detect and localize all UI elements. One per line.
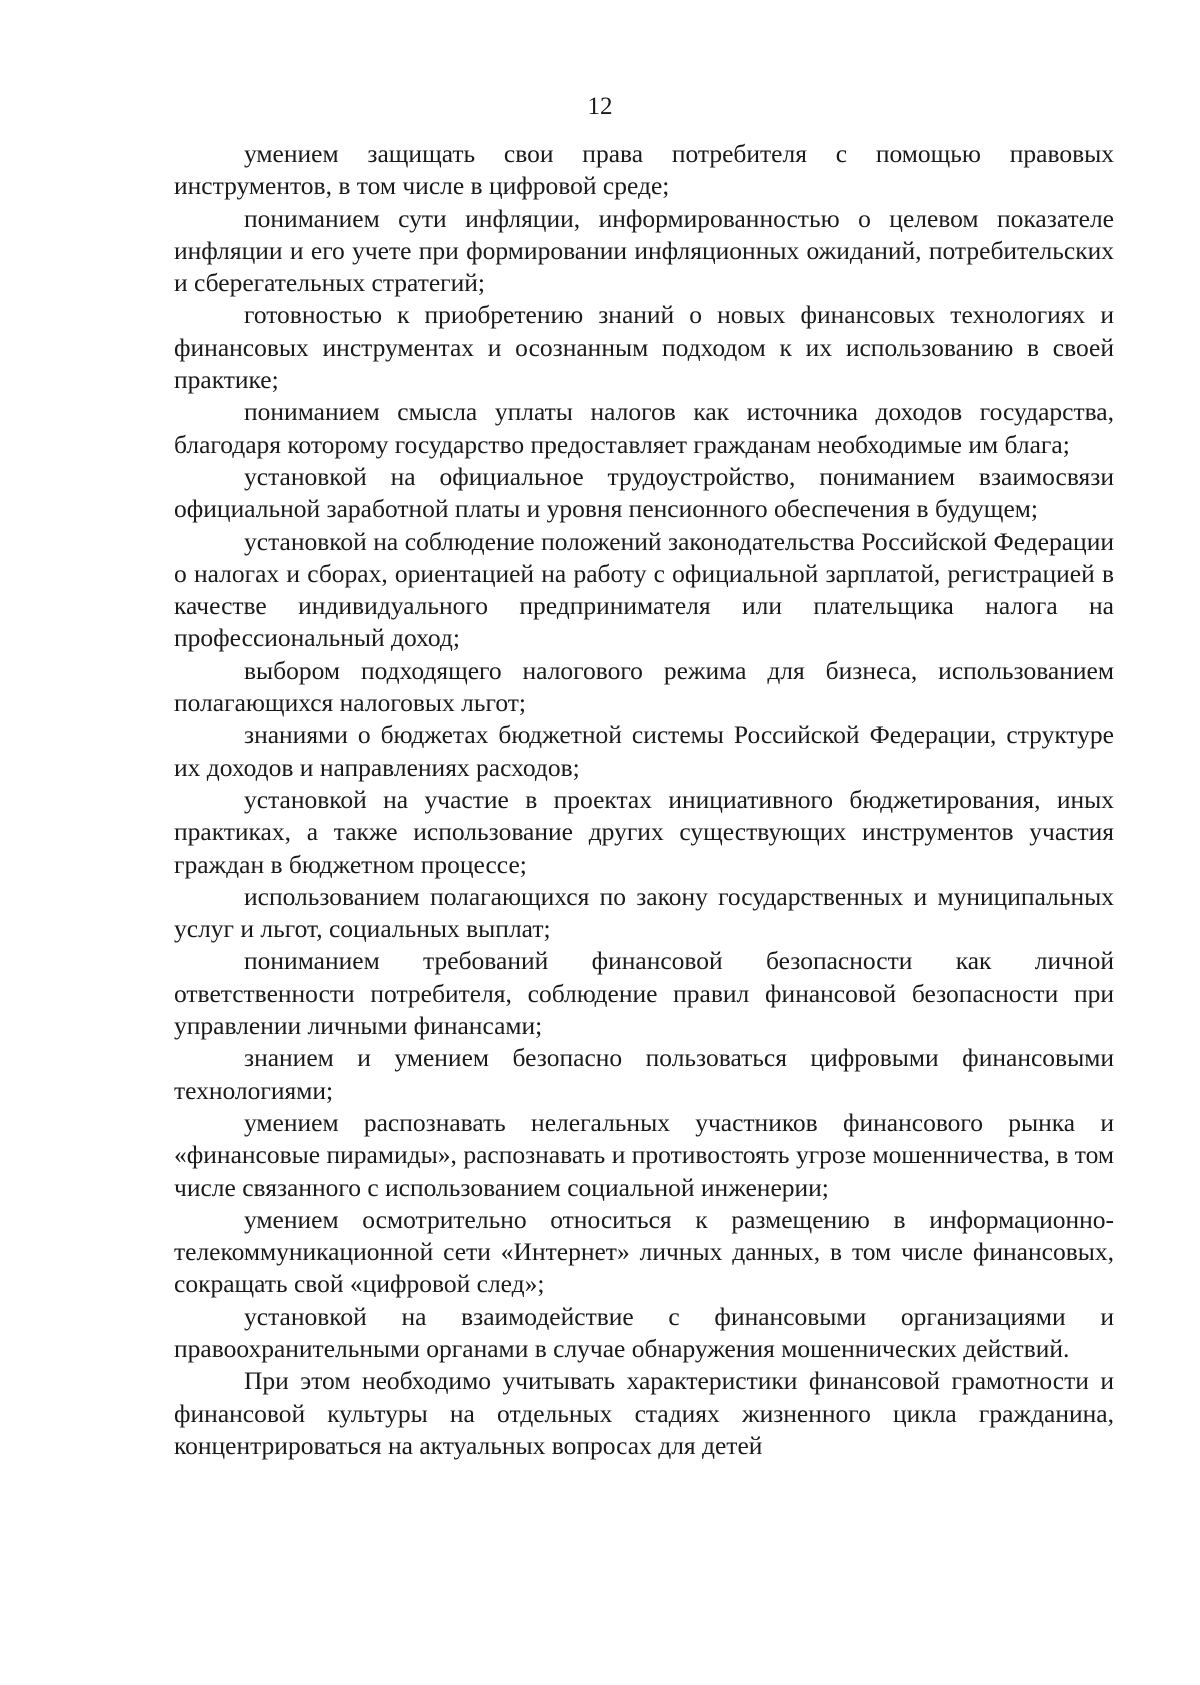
paragraph: умением защищать свои права потребителя с помощью правовых инструментов, в том числе в цифровой среде; [174, 139, 1114, 201]
paragraph: умением осмотрительно относиться к размещению в информационно-телекоммуникационной сети «Интернет» личных данных, в том числе финансовых, сокращать свой «цифровой след»; [174, 1204, 1114, 1299]
paragraph: выбором подходящего налогового режима для бизнеса, использованием полагающихся налоговых льгот; [174, 655, 1114, 718]
paragraph: пониманием требований финансовой безопасности как личной ответственности потребителя, соблюдение правил финансовой безопасности при управлении личными финансами; [174, 946, 1114, 1041]
paragraph: умением распознавать нелегальных участников финансового рынка и «финансовые пирамиды», распознавать и противостоять угрозе мошенничества, в том числе связанного с использованием социальной инженерии; [174, 1107, 1114, 1202]
paragraph: установкой на официальное трудоустройство, пониманием взаимосвязи официальной заработной платы и уровня пенсионного обеспечения в будущем; [174, 461, 1114, 524]
paragraph: готовностью к приобретению знаний о новых финансовых технологиях и финансовых инструментах и осознанным подходом к их использованию в своей практике; [174, 300, 1114, 395]
paragraph: При этом необходимо учитывать характеристики финансовой грамотности и финансовой культуры на отдельных стадиях жизненного цикла гражданина, концентрироваться на актуальных вопросах для детей [174, 1366, 1114, 1460]
paragraph: установкой на участие в проектах инициативного бюджетирования, иных практиках, а также использование других существующих инструментов участия граждан в бюджетном процессе; [174, 784, 1114, 879]
paragraph: использованием полагающихся по закону государственных и муниципальных услуг и льгот, социальных выплат; [174, 881, 1114, 944]
paragraph: установкой на соблюдение положений законодательства Российской Федерации о налогах и сборах, ориентацией на работу с официальной зарплатой, регистрацией в качестве индивидуального предпринимателя или плательщика налога на профессиональный доход; [174, 526, 1114, 653]
paragraph: установкой на взаимодействие с финансовыми организациями и правоохранительными органами в случае обнаружения мошеннических действий. [174, 1301, 1114, 1363]
paragraph: знаниями о бюджетах бюджетной системы Российской Федерации, структуре их доходов и направлениях расходов; [174, 720, 1114, 782]
paragraph: знанием и умением безопасно пользоваться цифровыми финансовыми технологиями; [174, 1043, 1114, 1105]
document-body [174, 138, 1114, 1462]
paragraph: пониманием сути инфляции, информированностью о целевом показателе инфляции и его учете при формировании инфляционных ожиданий, потребительских и сберегательных стратегий; [174, 203, 1114, 298]
paragraph: пониманием смысла уплаты налогов как источника доходов государства, благодаря которому государство предоставляет гражданам необходимые им блага; [174, 397, 1114, 459]
page-number: 12 [587, 93, 613, 120]
